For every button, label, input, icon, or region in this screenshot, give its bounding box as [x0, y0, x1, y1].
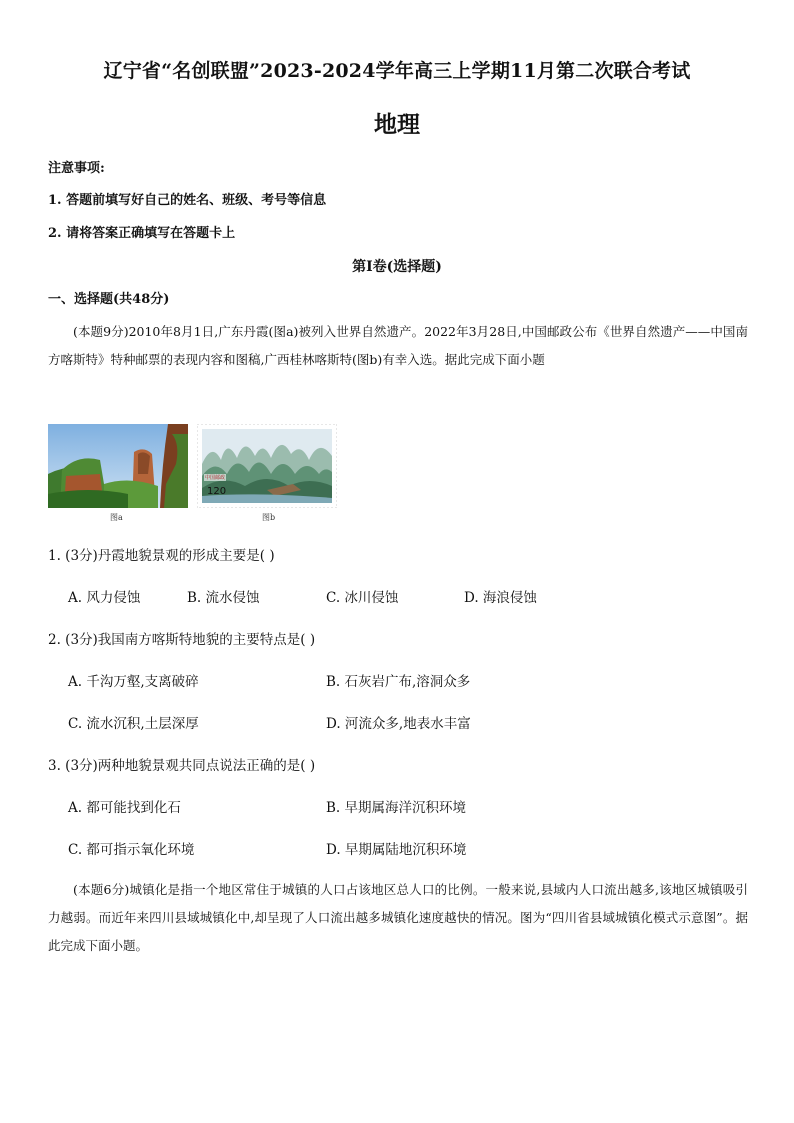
q2-option-b: B. 石灰岩广布,溶洞众多	[326, 674, 471, 690]
q3-option-a: A. 都可能找到化石	[68, 800, 181, 816]
q1-option-c: C. 冰川侵蚀	[326, 590, 399, 606]
question-1-stem: 1. (3分)丹霞地貌景观的形成主要是( )	[48, 548, 275, 564]
q1-option-a: A. 风力侵蚀	[68, 590, 141, 606]
subject-title: 地理	[374, 111, 420, 138]
q3-option-d: D. 早期属陆地沉积环境	[326, 842, 467, 858]
notice-item-1: 1. 答题前填写好自己的姓名、班级、考号等信息	[48, 193, 327, 208]
q3-option-c: C. 都可指示氧化环境	[68, 842, 195, 858]
figure-a-caption: 图a	[110, 513, 123, 522]
q1-option-b: B. 流水侵蚀	[187, 590, 260, 606]
exam-title: 辽宁省“名创联盟”2023-2024学年高三上学期11月第二次联合考试	[103, 60, 691, 82]
figure-b-karst-stamp	[197, 424, 337, 508]
figure-a-danxia-photo	[48, 424, 188, 508]
stamp-country-label: 中国邮政	[205, 475, 226, 481]
figure-b-caption: 图b	[262, 513, 276, 522]
question-3-stem: 3. (3分)两种地貌景观共同点说法正确的是( )	[48, 758, 316, 774]
question-2-stem: 2. (3分)我国南方喀斯特地貌的主要特点是( )	[48, 632, 316, 648]
passage-2: (本题6分)城镇化是指一个地区常住于城镇的人口占该地区总人口的比例。一般来说,县域内人口流出越多,该地区城镇吸引力越弱。而近年来四川县域城镇化中,却呈现了人口流出越多城镇化速度越快的情况。图为“四川省县域城镇化模式示意图”。据此完成下面小题。	[48, 882, 748, 953]
notice-item-2: 2. 请将答案正确填写在答题卡上	[48, 226, 236, 241]
q3-option-b: B. 早期属海洋沉积环境	[326, 800, 467, 816]
q1-option-d: D. 海浪侵蚀	[464, 590, 537, 606]
stamp-value-label: 120	[207, 486, 227, 497]
notice-heading: 注意事项:	[48, 161, 105, 176]
q2-option-a: A. 千沟万壑,支离破碎	[68, 674, 199, 690]
q2-option-c: C. 流水沉积,土层深厚	[68, 716, 199, 732]
section-heading: 一、选择题(共48分)	[48, 292, 170, 307]
part-title: 第I卷(选择题)	[352, 259, 442, 275]
q2-option-d: D. 河流众多,地表水丰富	[326, 716, 471, 732]
passage-1: (本题9分)2010年8月1日,广东丹霞(图a)被列入世界自然遗产。2022年3月28日,中国邮政公布《世界自然遗产——中国南方喀斯特》特种邮票的表现内容和图稿,广西桂林喀斯特(图b)有幸入选。据此完成下面小题	[48, 324, 748, 367]
danxia-photo-image	[48, 424, 188, 508]
